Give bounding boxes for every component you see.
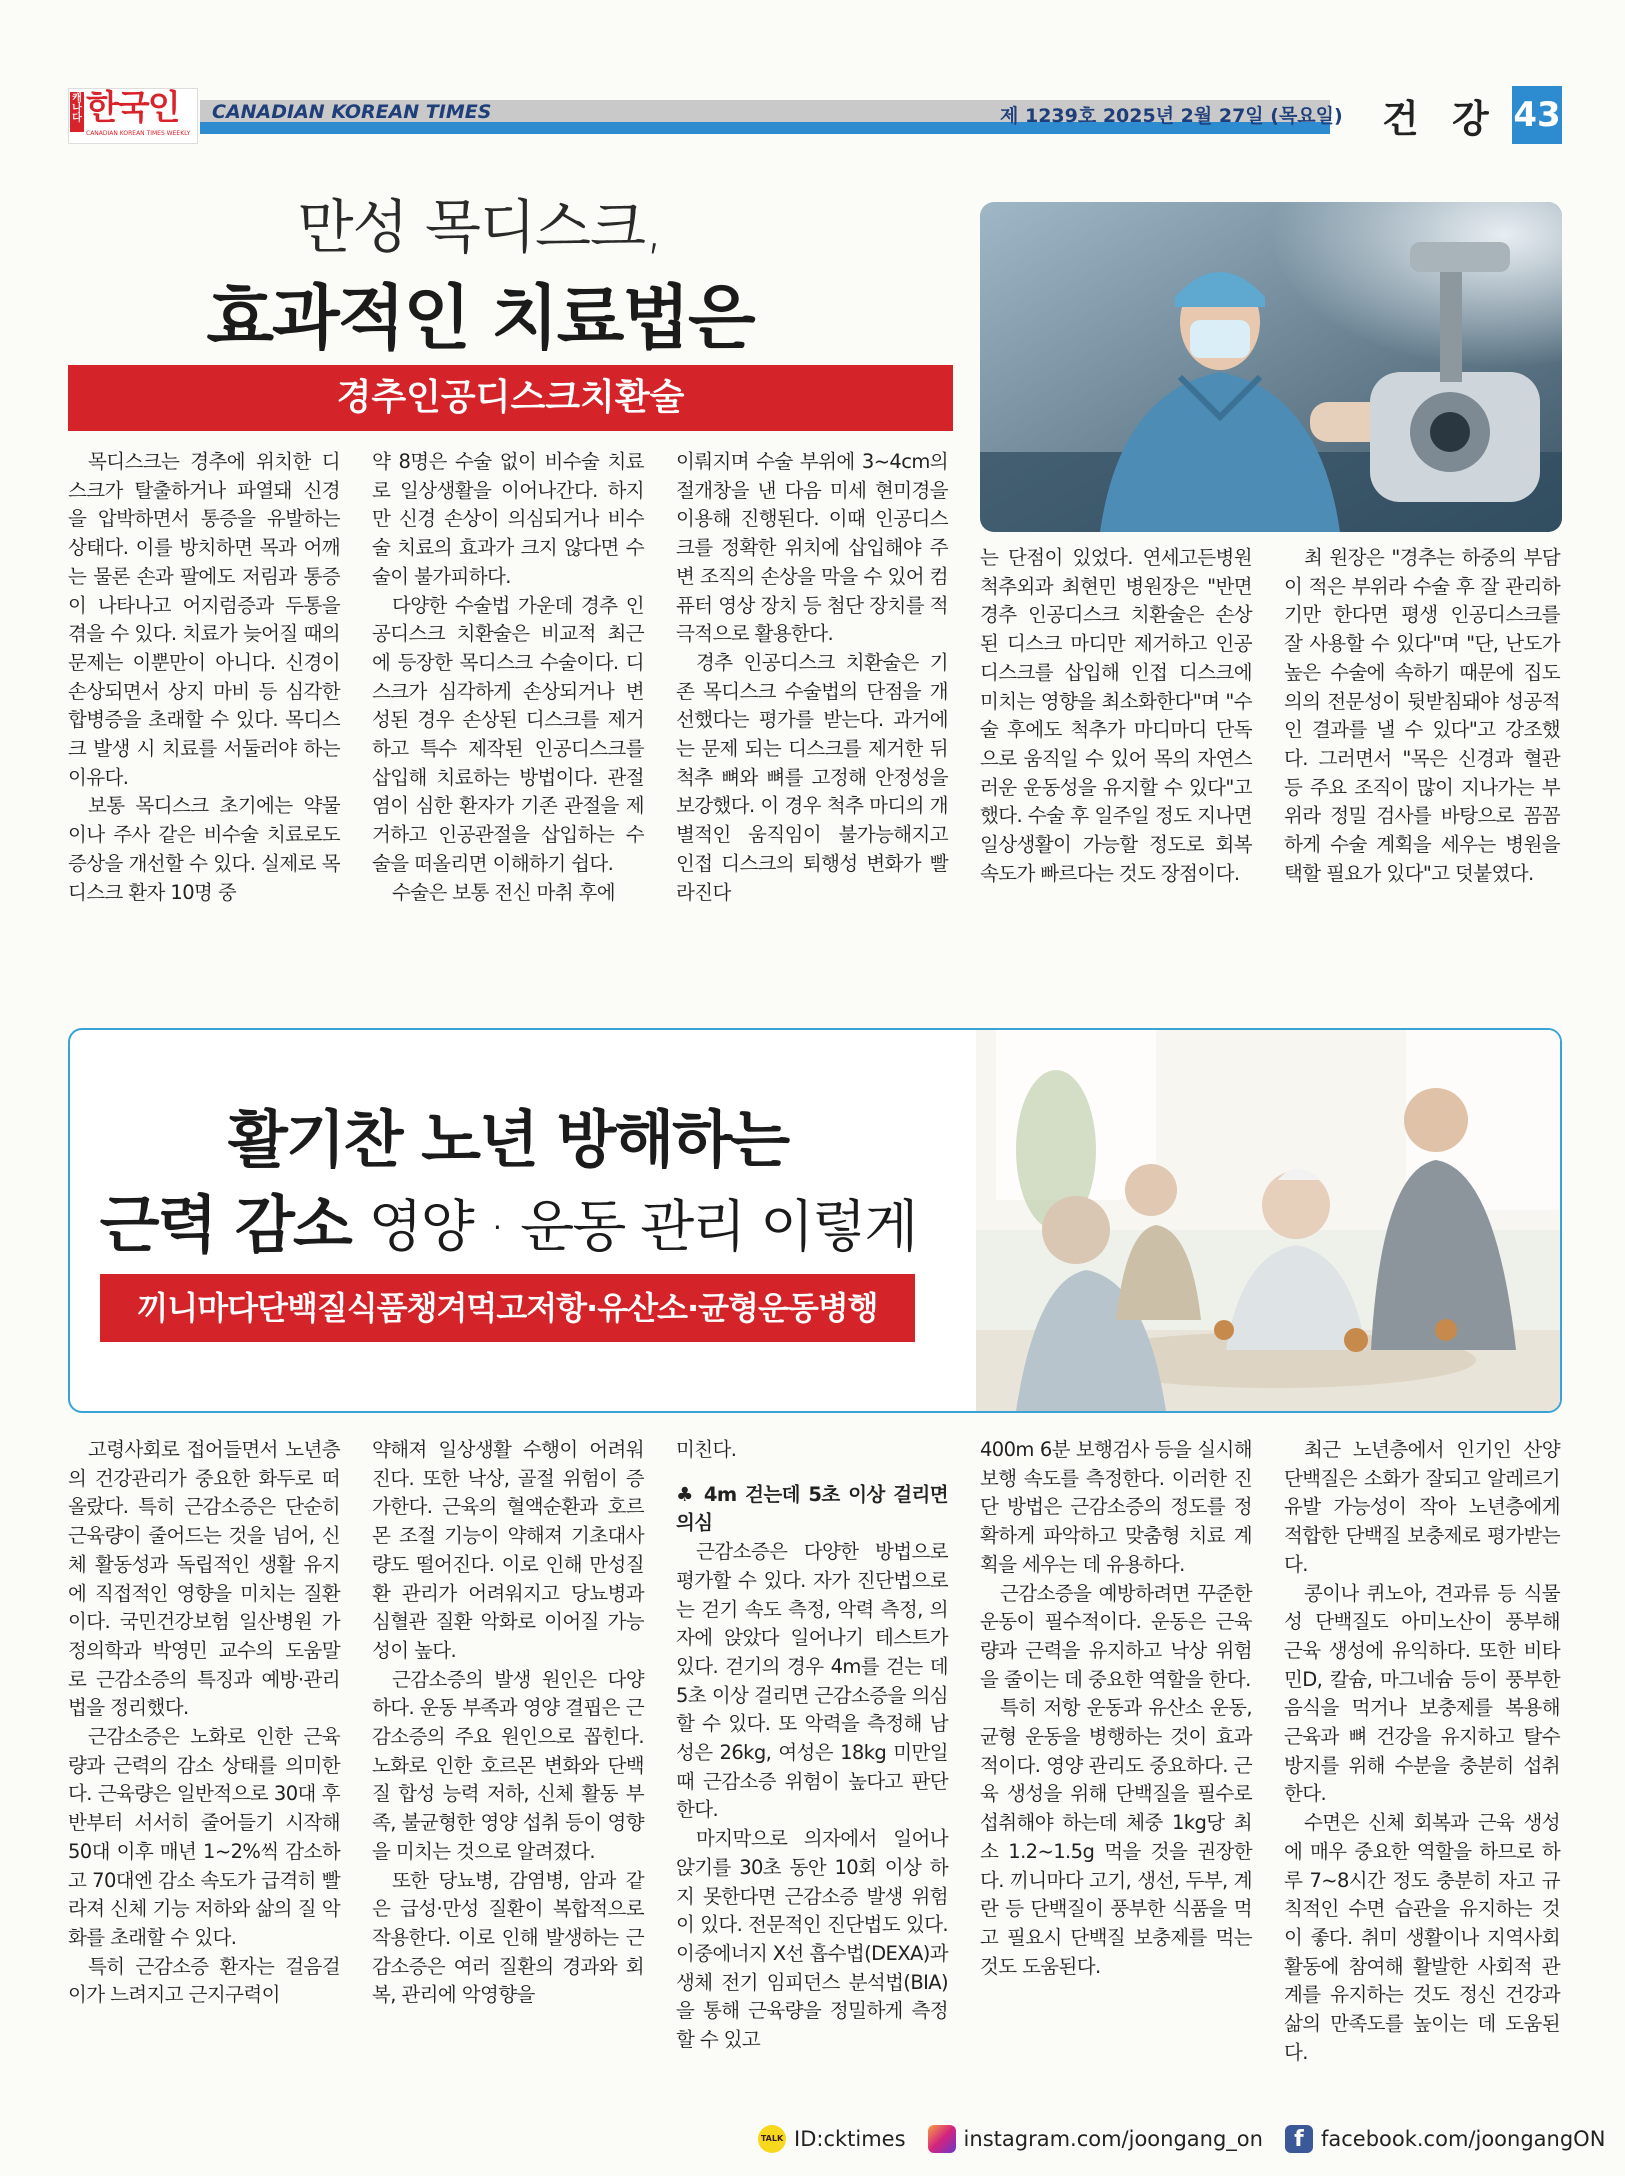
article2-title-line2 [68, 1175, 948, 1264]
article1-column4 [980, 544, 1252, 888]
article2-paragraph: 최근 노년층에서 인기인 산양 단백질은 소화가 잘되고 알레르기 유발 가능성이 작아 노년층에게 적합한 단백질 보충제로 평가받는다. [1284, 1438, 1560, 1576]
article2-column2 [372, 1436, 644, 2010]
article2-paragraph: 400m 6분 보행검사 등을 실시해 보행 속도를 측정한다. 이러한 진단 방법은 근감소증의 정도를 정확하게 파악하고 맞춤형 치료 계획을 세우는 데 유용하다. [980, 1438, 1252, 1576]
article2-paragraph: 또한 당뇨병, 감염병, 암과 같은 급성·만성 질환이 복합적으로 작용한다. 이로 인해 발생하는 근감소증은 여러 질환의 경과와 회복, 관리에 악영향을 [372, 1868, 644, 2007]
article2-paragraph: 특히 근감소증 환자는 걸음걸이가 느려지고 근지구력이 [68, 1954, 340, 2007]
seniors-illustration [976, 1030, 1560, 1411]
article1-paragraph: 경추 인공디스크 치환술은 기존 목디스크 수술법의 단점을 개선했다는 평가를 받는다. 과거에는 문제 되는 디스크를 제거한 뒤 척추 뼈와 뼈를 고정해 안정성을 보강했다. 이 경우 척추 마디의 개별적인 움직임이 불가능해지고 인접 디스크의 퇴행성 변화가 빨라진다 [676, 650, 948, 904]
seniors-photo [976, 1030, 1560, 1411]
article1-paragraph: 다양한 수술법 가운데 경추 인공디스크 치환술은 비교적 최근에 등장한 목디스크 수술이다. 디스크가 심각하게 손상되거나 변성된 경우 손상된 디스크를 제거하고 특수 제작된 인공디스크를 삽입해 치료하는 방법이다. 관절염이 심한 환자가 기존 관절을 제거하고 인공관절을 삽입하는 수술을 떠올리면 이해하기 쉽다. [372, 593, 644, 875]
instagram-link[interactable]: instagram.com/joongang_on [963, 2127, 1263, 2151]
section-title: 건 강 [1382, 97, 1499, 141]
kakaotalk-icon: TALK [758, 2125, 786, 2153]
publication-name: CANADIAN KOREAN TIMES [212, 101, 492, 123]
article1-column3 [676, 448, 948, 907]
footer-social [758, 2125, 1605, 2153]
article2-column4 [980, 1436, 1252, 1981]
article1-column2 [372, 448, 644, 907]
facebook-icon: f [1285, 2125, 1313, 2153]
article1-column5 [1284, 544, 1560, 888]
article2-title-bold: 근력 감소 [99, 1188, 351, 1261]
article2-paragraph: 콩이나 퀴노아, 견과류 등 식물성 단백질도 아미노산이 풍부해 근육 생성에 유익하다. 또한 비타민D, 칼슘, 마그네슘 등이 풍부한 음식을 먹거나 보충제를 복용해 근육과 뼈 건강을 유지하고 탈수 방지를 위해 수분을 충분히 섭취한다. [1284, 1581, 1560, 1806]
page-number: 43 [1512, 86, 1562, 144]
instagram-icon [928, 2125, 956, 2153]
article2-column5 [1284, 1436, 1560, 2067]
logo-sub-text: CANADIAN KOREAN TIMES WEEKLY [86, 130, 191, 137]
article2-title-light: 영양 · 운동 관리 이렇게 [368, 1195, 917, 1260]
article2-paragraph: 근감소증은 다양한 방법으로 평가할 수 있다. 자가 진단법으로는 걷기 속도 측정, 악력 측정, 의자에 앉았다 일어나기 테스트가 있다. 걷기의 경우 4m를 걷는 데 5초 이상 걸리면 근감소증을 의심할 수 있다. 또 악력을 측정해 남성은 26kg, 여성은 18kg 미만일 때 근감소증 위험이 높다고 판단한다. [676, 1540, 948, 1822]
surgeon-photo [980, 202, 1562, 532]
article2-paragraph: 마지막으로 의자에서 일어나 앉기를 30초 동안 10회 이상 하지 못한다면 근감소증 발생 위험이 있다. 전문적인 진단법도 있다. 이중에너지 X선 흡수법(DEXA)과 생체 전기 임피던스 분석법(BIA)을 통해 근육량을 정밀하게 측정할 수 있고 [676, 1827, 948, 2052]
article1-paragraph: 수술은 보통 전신 마취 후에 [392, 880, 616, 904]
article2-subheading: ♣ 4m 걷는데 5초 이상 걸리면 의심 [676, 1482, 948, 1535]
article1-title-line1: 만성 목디스크, [297, 193, 663, 261]
article2-paragraph: 약해져 일상생활 수행이 어려워진다. 또한 낙상, 골절 위험이 증가한다. 근육의 혈액순환과 호르몬 조절 기능이 약해져 기초대사량도 떨어진다. 이로 인해 만성질환 관리가 어려워지고 당뇨병과 심혈관 질환 악화로 이어질 가능성이 높다. [372, 1438, 644, 1662]
article2-paragraph: 특히 저항 운동과 유산소 운동, 균형 운동을 병행하는 것이 효과적이다. 영양 관리도 중요하다. 근육 생성을 위해 단백질을 필수로 섭취해야 하는데 체중 1kg당 최소 1.2~1.5g 먹을 것을 권장한다. 끼니마다 고기, 생선, 두부, 계란 등 단백질이 풍부한 식품을 먹고 필요시 단백질 보충제를 먹는 것도 도움된다. [980, 1696, 1252, 1978]
article1-paragraph: 최 원장은 "경추는 하중의 부담이 적은 부위라 수술 후 잘 관리하기만 한다면 평생 인공디스크를 잘 사용할 수 있다"며 "단, 난도가 높은 수술에 속하기 때문에 집도의의 전문성이 뒷받침돼야 성공적인 결과를 낼 수 있다"고 강조했다. 그러면서 "목은 신경과 혈관 등 주요 조직이 많이 지나가는 부위라 정밀 검사를 바탕으로 꼼꼼하게 수술 계획을 세우는 병원을 택할 필요가 있다"고 덧붙였다. [1284, 546, 1560, 885]
article2-column3 [676, 1436, 948, 2055]
article2-paragraph: 근감소증의 발생 원인은 다양하다. 운동 부족과 영양 결핍은 근감소증의 주요 원인으로 꼽힌다. 노화로 인한 호르몬 변화와 단백질 합성 능력 저하, 신체 활동 부족, 불균형한 영양 섭취 등이 영향을 미치는 것으로 알려졌다. [372, 1667, 644, 1863]
facebook-link[interactable]: facebook.com/joongangON [1320, 2127, 1606, 2151]
article1-paragraph: 목디스크는 경추에 위치한 디스크가 탈출하거나 파열돼 신경을 압박하면서 통증을 유발하는 상태다. 이를 방치하면 목과 어깨는 물론 손과 팔에도 저림과 통증이 나타나고 어지럼증과 두통을 겪을 수 있다. 치료가 늦어질 때의 문제는 이뿐만이 아니다. 신경이 손상되면서 상지 마비 등 심각한 합병증을 초래할 수 있다. 목디스크 발생 시 치료를 서둘러야 하는 이유다. [68, 450, 340, 789]
article1-subtitle: 경추인공디스크치환술 [68, 365, 953, 431]
article2-paragraph: 근감소증은 노화로 인한 근육량과 근력의 감소 상태를 의미한다. 근육량은 일반적으로 30대 후반부터 서서히 줄어들기 시작해 50대 이후 매년 1~2%씩 감소하고 70대엔 감소 속도가 급격히 빨라져 신체 기능 저하와 삶의 질 악화를 초래할 수 있다. [68, 1725, 340, 1949]
publication-logo [68, 88, 198, 144]
article2-paragraph: 고령사회로 접어들면서 노년층의 건강관리가 중요한 화두로 떠올랐다. 특히 근감소증은 단순히 근육량이 줄어드는 것을 넘어, 신체 활동성과 독립적인 생활 유지에 직접적인 영향을 미치는 질환이다. 국민건강보험 일산병원 가정의학과 박영민 교수의 도움말로 근감소증의 특징과 예방·관리법을 정리했다. [68, 1438, 340, 1720]
article1-paragraph: 보통 목디스크 초기에는 약물이나 주사 같은 비수술 치료로도 증상을 개선할 수 있다. 실제로 목디스크 환자 10명 중 [68, 794, 340, 904]
article2-paragraph: 미친다. [676, 1438, 737, 1461]
logo-vertical-text: 캐나다 [70, 92, 84, 132]
article1-paragraph: 는 단점이 있었다. 연세고든병원 척추외과 최현민 병원장은 "반면 경추 인공디스크 치환술은 손상된 디스크 마디만 제거하고 인공디스크를 삽입해 인접 디스크에 미치는 영향을 최소화한다"며 "수술 후에도 척추가 마디마디 단독으로 움직일 수 있어 목의 자연스러운 운동성을 유지할 수 있다"고 했다. 수술 후 일주일 정도 지나면 일상생활이 가능할 정도로 회복 속도가 빠르다는 것도 장점이다. [980, 546, 1252, 885]
article2-title-line1: 활기찬 노년 방해하는 [227, 1103, 789, 1176]
article1-paragraph: 이뤄지며 수술 부위에 3~4cm의 절개창을 낸 다음 미세 현미경을 이용해 진행된다. 이때 인공디스크를 정확한 위치에 삽입해야 주변 조직의 손상을 막을 수 있어 컴퓨터 영상 장치 등 첨단 장치를 적극적으로 활용한다. [676, 450, 948, 646]
kakao-id-link[interactable]: ID:cktimes [794, 2127, 906, 2151]
article1-column1 [68, 448, 340, 907]
article2-column1 [68, 1436, 340, 2010]
article1-paragraph: 약 8명은 수술 없이 비수술 치료로 일상생활을 이어나간다. 하지만 신경 손상이 의심되거나 비수술 치료의 효과가 크지 않다면 수술이 불가피하다. [372, 450, 644, 588]
article2-subtitle: 끼니마다단백질식품챙겨먹고저항·유산소·균형운동병행 [100, 1274, 915, 1342]
article2-paragraph: 근감소증을 예방하려면 꾸준한 운동이 필수적이다. 운동은 근육량과 근력을 유지하고 낙상 위험을 줄이는 데 중요한 역할을 한다. [980, 1581, 1252, 1691]
logo-main-text: 한국인 [86, 88, 179, 128]
article1-title-line2: 효과적인 치료법은 [206, 277, 754, 359]
surgeon-illustration [980, 202, 1562, 532]
article2-paragraph: 수면은 신체 회복과 근육 생성에 매우 중요한 역할을 하므로 하루 7~8시간 정도 충분히 자고 규칙적인 수면 습관을 유지하는 것이 좋다. 취미 생활이나 지역사회 활동에 참여해 활발한 사회적 관계를 유지하는 것도 정신 건강과 삶의 만족도를 높이는 데 도움된다. [1284, 1811, 1560, 2064]
issue-date: 제 1239호 2025년 2월 27일 (목요일) [1000, 105, 1343, 127]
